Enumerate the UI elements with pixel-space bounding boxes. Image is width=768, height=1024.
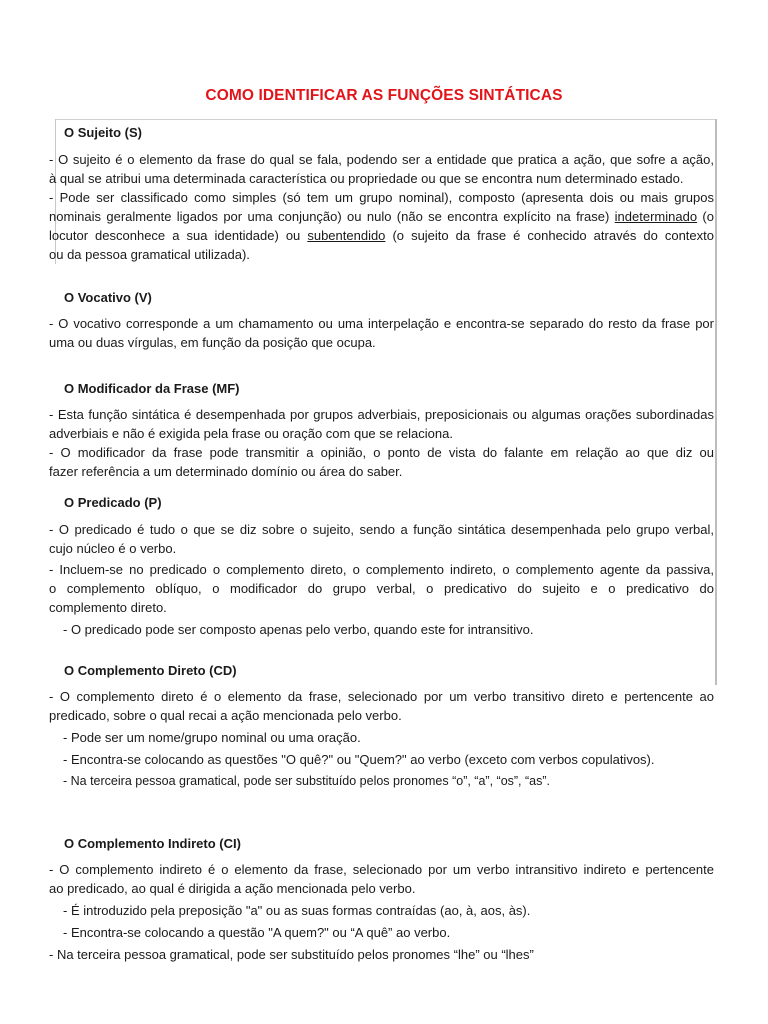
text-line: adverbiais e não é exigida pela frase ou oração com que se relaciona.	[49, 426, 453, 441]
text-line: complemento direto.	[49, 600, 167, 615]
text-line: uma ou duas vírgulas, em função da posição que ocupa.	[49, 335, 376, 350]
document-title: COMO IDENTIFICAR AS FUNÇÕES SINTÁTICAS	[205, 87, 563, 104]
bullet-cd-1: - Pode ser um nome/grupo nominal ou uma oração.	[63, 730, 361, 745]
paragraph-predicado-3: - O predicado pode ser composto apenas pelo verbo, quando este for intransitivo.	[63, 622, 534, 637]
bullet-ci-1: - É introduzido pela preposição "a" ou as suas formas contraídas (ao, à, aos, às).	[63, 903, 531, 918]
box-border-right	[715, 119, 717, 685]
section-heading-sujeito: O Sujeito (S)	[64, 125, 142, 140]
term-subentendido: subentendido	[307, 228, 386, 243]
section-heading-vocativo: O Vocativo (V)	[64, 290, 152, 305]
text-line: - Esta função sintática é desempenhada por grupos adverbiais, preposicionais ou algumas orações subordinadas	[49, 407, 714, 422]
text-line	[49, 226, 714, 245]
text-line: ou da pessoa gramatical utilizada).	[49, 247, 250, 262]
box-border-top	[55, 119, 716, 120]
text-line	[49, 207, 714, 226]
paragraph-sujeito-1	[49, 150, 714, 188]
text-line: - O vocativo corresponde a um chamamento ou uma interpelação e encontra-se separado do resto da frase por	[49, 316, 714, 331]
paragraph-sujeito-2	[49, 188, 714, 264]
text-line: - O modificador da frase pode transmitir a opinião, o ponto de vista do falante em relação ao que diz ou	[49, 445, 714, 460]
text-line: o complemento oblíquo, o modificador do grupo verbal, o predicativo do sujeito e o predicativo do	[49, 581, 714, 596]
section-heading-predicado: O Predicado (P)	[64, 495, 162, 510]
paragraph-predicado-2	[49, 560, 714, 617]
term-indeterminado: indeterminado	[614, 209, 698, 224]
text-line: fazer referência a um determinado domínio ou área do saber.	[49, 464, 403, 479]
text-span: nominais geralmente ligados por uma conjunção) ou nulo (não se encontra explícito na frase)	[49, 209, 610, 224]
text-line: - Incluem-se no predicado o complemento direto, o complemento indireto, o complemento agente da passiva,	[49, 562, 714, 577]
section-heading-complemento-indireto: O Complemento Indireto (CI)	[64, 836, 241, 851]
paragraph-predicado-1	[49, 520, 714, 558]
section-heading-complemento-direto: O Complemento Direto (CD)	[64, 663, 237, 678]
section-heading-modificador: O Modificador da Frase (MF)	[64, 381, 240, 396]
text-span: (o	[702, 209, 714, 224]
paragraph-cd-1	[49, 687, 714, 725]
paragraph-ci-1	[49, 860, 714, 898]
bullet-cd-2: - Encontra-se colocando as questões "O quê?" ou "Quem?" ao verbo (exceto com verbos copulativos).	[63, 752, 655, 767]
bullet-cd-3: - Na terceira pessoa gramatical, pode ser substituído pelos pronomes “o”, “a”, “os”, “as”.	[63, 774, 551, 788]
text-span: locutor desconhece a sua identidade) ou	[49, 228, 301, 243]
text-line: à qual se atribui uma determinada característica ou propriedade ou que se encontra num determinado estado.	[49, 171, 684, 186]
paragraph-modificador-1	[49, 405, 714, 443]
text-line: - O complemento indireto é o elemento da frase, selecionado por um verbo intransitivo indireto e pertencente	[49, 862, 714, 877]
text-span: (o sujeito da frase é conhecido através do contexto	[392, 228, 714, 243]
text-line: ao predicado, ao qual é dirigida a ação mencionada pelo verbo.	[49, 881, 416, 896]
paragraph-vocativo-1	[49, 314, 714, 352]
bullet-ci-2: - Encontra-se colocando a questão "A quem?" ou “A quê” ao verbo.	[63, 925, 451, 940]
paragraph-modificador-2	[49, 443, 714, 481]
text-line: cujo núcleo é o verbo.	[49, 541, 177, 556]
text-line: - O predicado é tudo o que se diz sobre o sujeito, sendo a função sintática desempenhada pelo grupo verbal,	[49, 522, 714, 537]
text-line: - O complemento direto é o elemento da frase, selecionado por um verbo transitivo direto e pertencente ao	[49, 689, 714, 704]
text-line: predicado, sobre o qual recai a ação mencionada pelo verbo.	[49, 708, 402, 723]
bullet-ci-3: - Na terceira pessoa gramatical, pode ser substituído pelos pronomes “lhe” ou “lhes”	[49, 947, 534, 962]
text-line: - Pode ser classificado como simples (só tem um grupo nominal), composto (apresenta dois ou mais grupos	[49, 190, 714, 205]
text-line: - O sujeito é o elemento da frase do qual se fala, podendo ser a entidade que pratica a ação, que sofre a ação,	[49, 152, 714, 167]
